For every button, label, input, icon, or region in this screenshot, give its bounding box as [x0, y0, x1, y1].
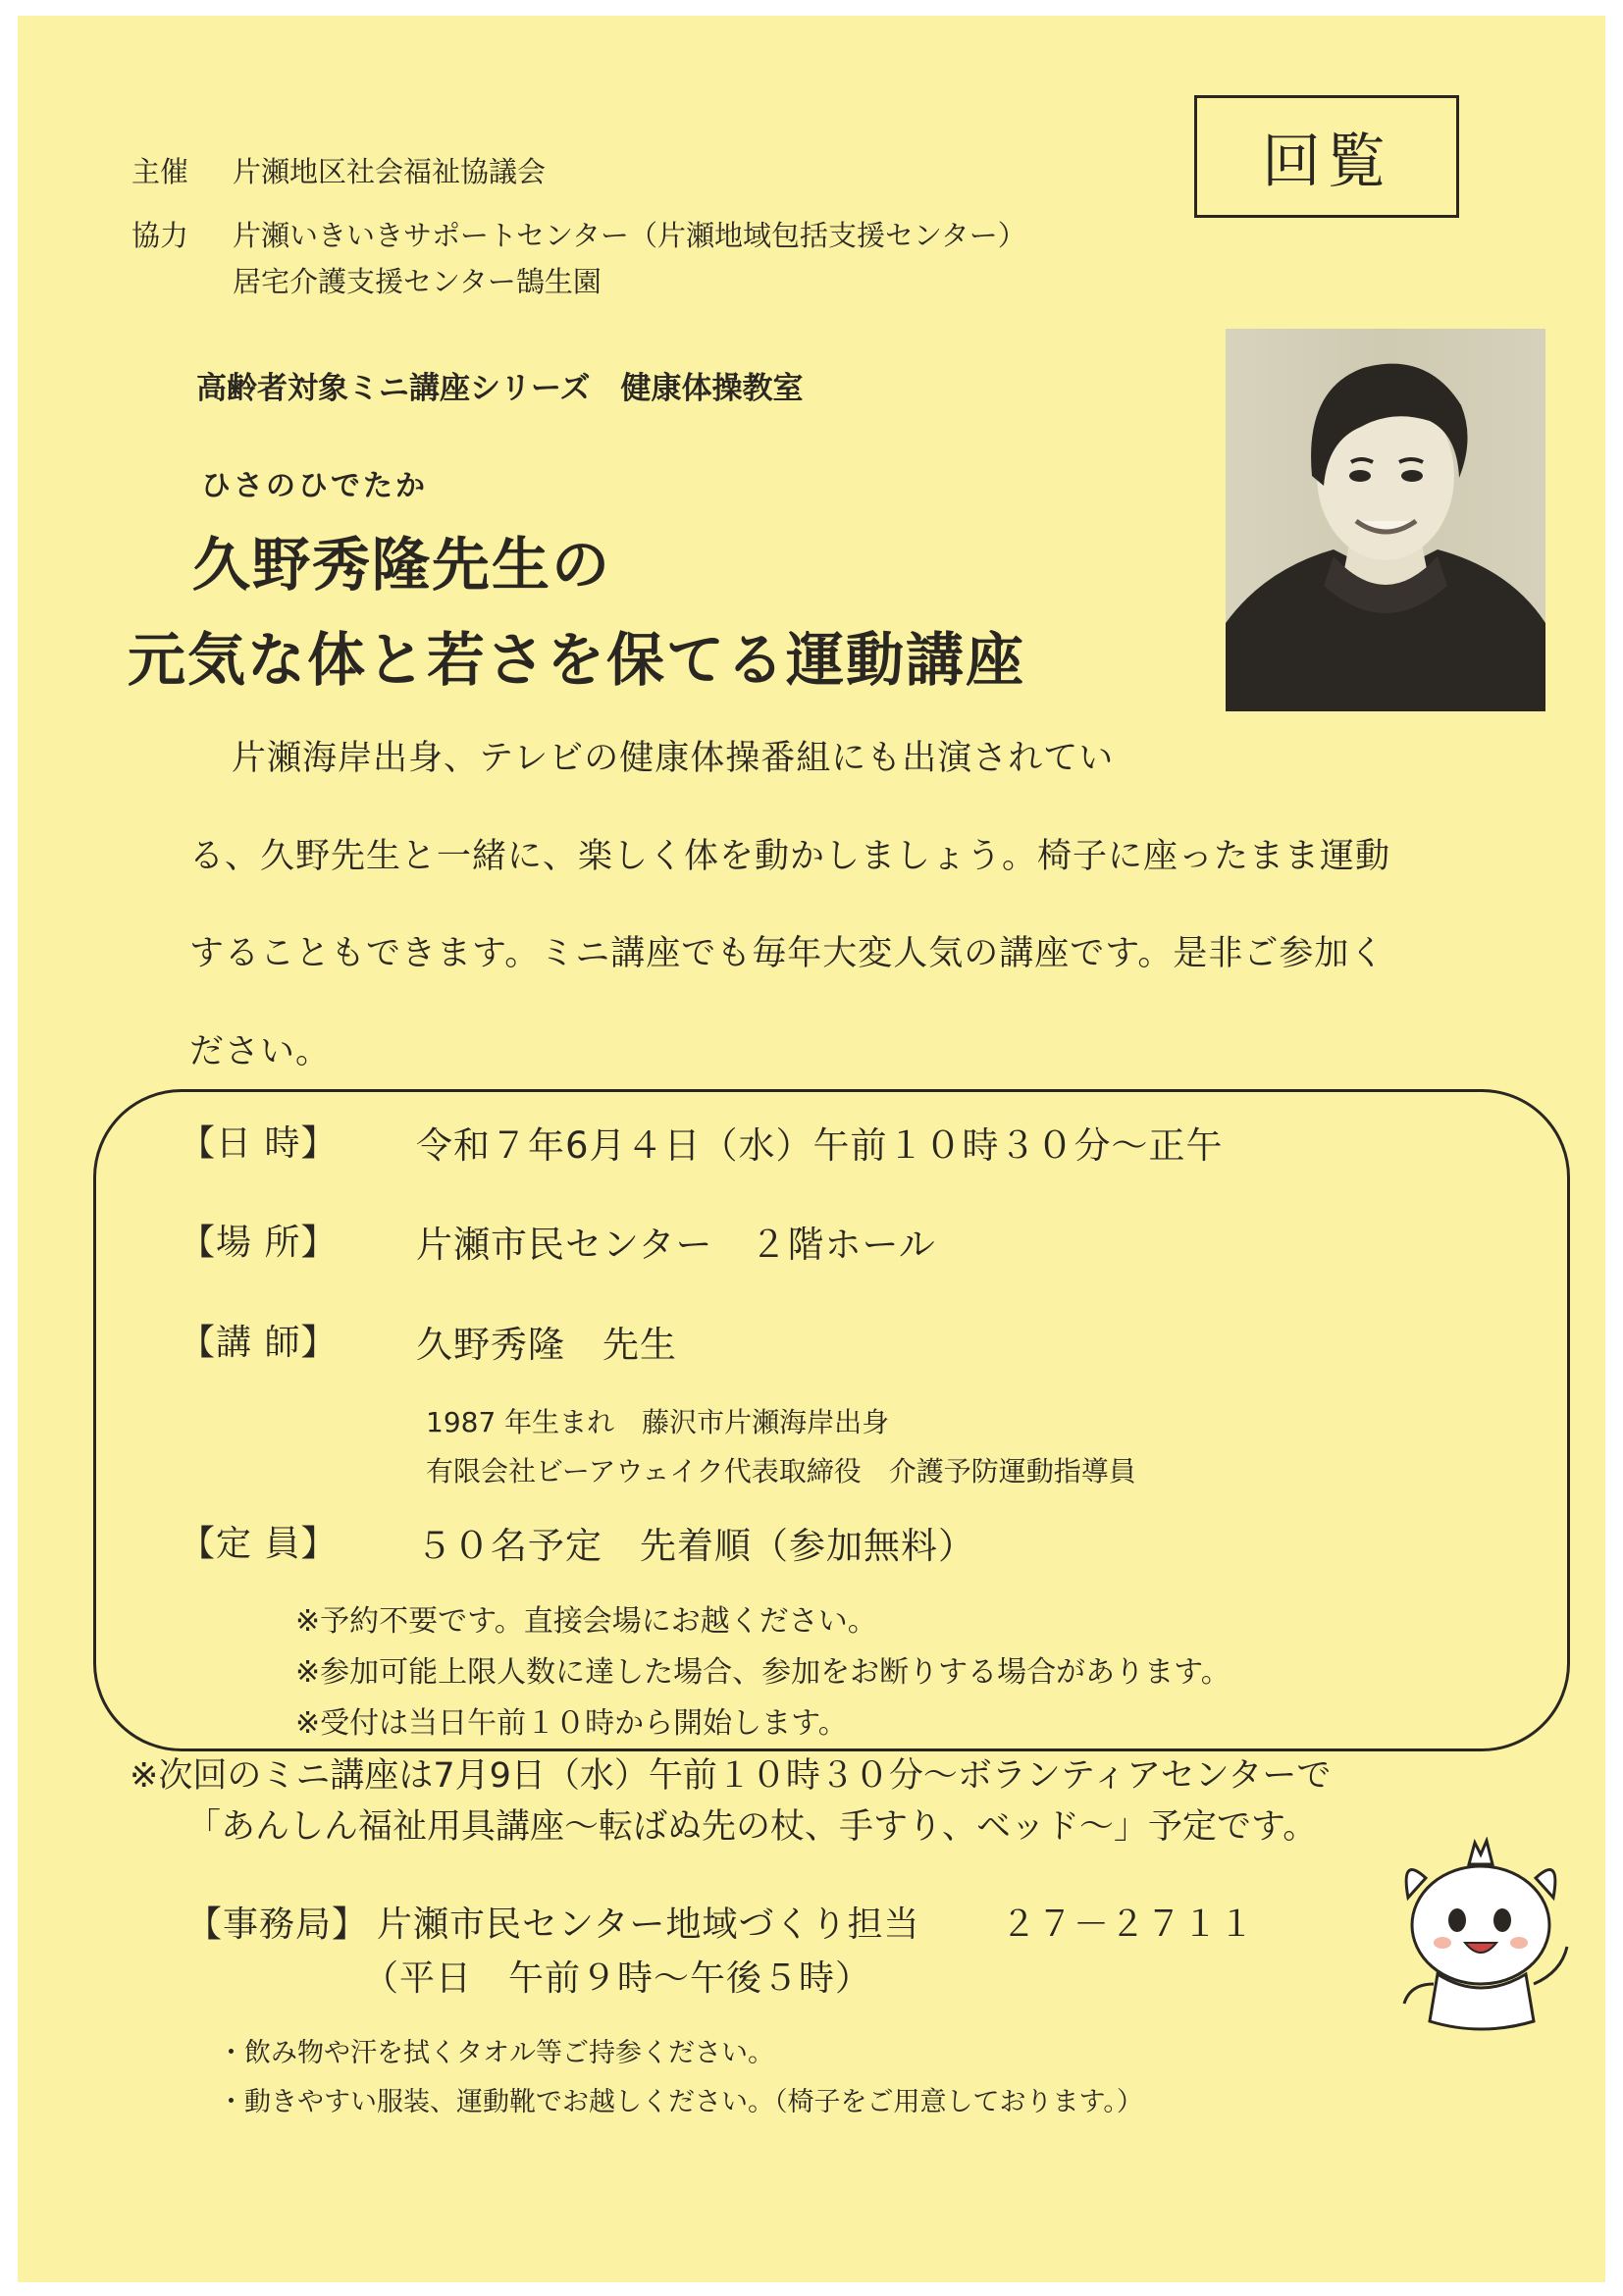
- coop-line-2: 居宅介護支援センター鵠生園: [233, 265, 602, 298]
- note-2: ※参加可能上限人数に達した場合、参加をお断りする場合があります。: [295, 1655, 1230, 1690]
- next-lecture-line-2: 「あんしん福祉用具講座～転ばぬ先の杖、手すり、ベッド～」予定です。: [186, 1807, 1318, 1847]
- intro-line-3: することもできます。ミニ講座でも毎年大変人気の講座です。是非ご参加く: [189, 934, 1386, 973]
- host-label: 主催: [131, 155, 189, 188]
- circulation-label: 回覧: [1262, 127, 1391, 196]
- circulation-stamp: [1194, 95, 1459, 218]
- datetime-label: 【日 時】: [180, 1123, 338, 1164]
- note-1: ※予約不要です。直接会場にお越ください。: [295, 1604, 877, 1639]
- intro-line-1: 片瀬海岸出身、テレビの健康体操番組にも出演されてい: [232, 739, 1115, 778]
- intro-line-2: る、久野先生と一緒に、楽しく体を動かしましょう。椅子に座ったまま運動: [189, 837, 1391, 876]
- lecturer-photo: [1226, 329, 1545, 711]
- bring-item-2: ・動きやすい服装、運動靴でお越しください。（椅子をご用意しております。）: [218, 2087, 1143, 2117]
- place-label: 【場 所】: [180, 1223, 338, 1263]
- office-label: 【事務局】: [186, 1905, 369, 1945]
- lecturer-profile-2: 有限会社ビーアウェイク代表取締役 介護予防運動指導員: [426, 1455, 1136, 1487]
- lecturer-portrait-icon: [1226, 329, 1545, 711]
- title-line-1: 久野秀隆先生の: [192, 531, 612, 599]
- title-line-2: 元気な体と若さを保てる運動講座: [128, 626, 1026, 694]
- lecturer-value: 久野秀隆 先生: [416, 1324, 677, 1366]
- note-3: ※受付は当日午前１０時から開始します。: [295, 1706, 848, 1741]
- host-name: 片瀬地区社会福祉協議会: [233, 155, 547, 188]
- series-heading: 高齢者対象ミニ講座シリーズ 健康体操教室: [196, 371, 804, 406]
- office-name: 片瀬市民センター地域づくり担当: [377, 1905, 920, 1945]
- bring-item-1: ・飲み物や汗を拭くタオル等ご持参ください。: [218, 2038, 774, 2068]
- capacity-label: 【定 員】: [180, 1524, 338, 1564]
- title-ruby: ひさのひでたか: [201, 469, 428, 503]
- lecturer-profile-1: 1987 年生まれ 藤沢市片瀬海岸出身: [426, 1406, 890, 1438]
- office-hours: （平日 午前９時～午後５時）: [363, 1958, 872, 1999]
- lecturer-label: 【講 師】: [180, 1323, 338, 1363]
- coop-line-1: 片瀬いきいきサポートセンター（片瀬地域包括支援センター）: [233, 219, 1026, 252]
- intro-line-4: ださい。: [189, 1032, 332, 1071]
- datetime-value: 令和７年6月４日（水）午前１０時３０分～正午: [416, 1124, 1224, 1167]
- mascot-icon: [1388, 1837, 1575, 2043]
- capacity-value: ５０名予定 先着順（参加無料）: [416, 1525, 975, 1567]
- coop-label: 協力: [131, 219, 189, 252]
- next-lecture-line-1: ※次回のミニ講座は7月9日（水）午前１０時３０分～ボランティアセンターで: [130, 1756, 1332, 1796]
- office-phone: ２７－２７１１: [1001, 1905, 1256, 1945]
- place-value: 片瀬市民センター ２階ホール: [416, 1224, 936, 1266]
